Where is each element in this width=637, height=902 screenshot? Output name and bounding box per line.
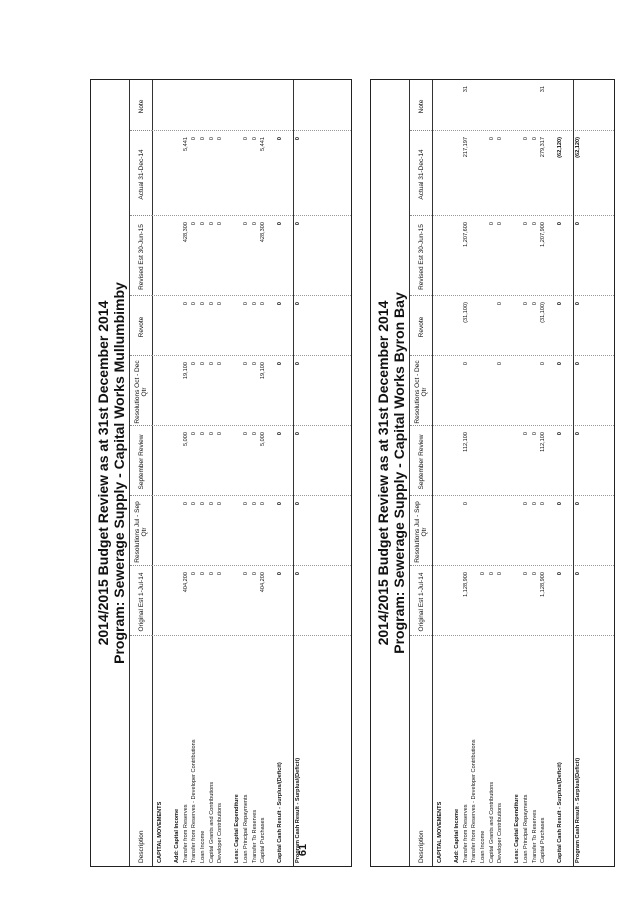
cell-value: (31,100) [462,302,469,323]
cell-value: 0 [217,362,224,366]
cell-value: 1,207,600 [462,222,469,247]
cell-value: 0 [200,502,206,506]
cell-value: 0 [243,222,249,226]
row-divider [573,80,574,866]
cell-value: 0 [294,137,301,141]
cell-value: 0 [191,432,198,436]
cell-value: 0 [497,222,504,226]
row-label: Transfer from Reserves - Developer Contributions [191,739,198,863]
column-header: September Review [130,429,152,496]
table-row [166,80,173,866]
cell-value: 0 [277,222,284,226]
row-label: Less: Capital Expenditure [514,794,521,863]
column-header: Resolutions Jul - Sep Qtr [410,499,432,566]
cell-value: 0 [182,302,189,306]
cell-value: 0 [523,222,529,226]
column-header: Description [137,830,145,863]
table-row [497,80,504,866]
cell-value: (31,100) [540,302,547,323]
cell-value: (62,120) [557,137,564,158]
column-header: Revote [410,299,432,356]
table-row [157,80,164,866]
cell-value: 428,300 [182,222,189,243]
cell-value: 0 [574,502,581,506]
table-row [252,80,259,866]
column-header: Actual 31-Dec-14 [130,134,152,216]
cell-value: 5,000 [182,432,189,446]
cell-value: 0 [208,222,215,226]
column-header: Resolutions Jul - Sep Qtr [130,499,152,566]
cell-value: 0 [497,302,504,306]
row-label: Loan Income [480,830,486,863]
cell-value: 0 [497,137,504,141]
cell-value: 0 [557,302,564,306]
cell-value: 0 [277,362,284,366]
cell-value: 0 [200,362,206,366]
cell-value: 0 [251,502,258,506]
cell-value: 19,100 [182,362,189,380]
cell-value: 0 [260,302,267,306]
row-label: Capital Cash Result - Surplus/(Deficit) [557,762,564,863]
table-row [463,80,470,866]
cell-value: 0 [243,137,249,141]
cell-value: 0 [294,572,301,576]
table-row [437,80,444,866]
row-label: Less: Capital Expenditure [234,794,241,863]
cell-value: 0 [574,432,581,436]
table-row [557,80,564,866]
cell-value: 112,100 [540,432,547,452]
row-label: Capital Purchases [260,817,267,863]
table-row [454,80,461,866]
cell-value: 0 [191,222,198,226]
row-label: Capital Purchases [540,817,547,863]
table-row [269,80,276,866]
cell-value: 0 [523,137,529,141]
row-label: Loan Principal Repayments [523,794,529,863]
row-label: Transfer from Reserves - Developer Contributions [471,739,478,863]
column-header: Revised Est 30-Jun-15 [410,219,432,296]
cell-value: 217,197 [462,137,469,158]
cell-value: 0 [200,222,206,226]
page-number: 61 [297,843,309,857]
cell-value: 0 [557,502,564,506]
row-label: Add: Capital Income [174,808,181,863]
row-label: Program Cash Result - Surplus/(Deficit) [294,757,301,863]
cell-value: 0 [557,222,564,226]
column-header: Note [130,83,152,131]
table-row [200,80,207,866]
table-row [532,80,539,866]
cell-value: 0 [251,302,258,306]
column-header: Revote [130,299,152,356]
program-title: Program: Sewerage Supply - Capital Works Byron Bay [391,292,407,654]
row-label: Capital Cash Result - Surplus/(Deficit) [277,762,284,863]
row-label: Developer Contributions [217,802,224,863]
cell-value: 0 [540,502,547,506]
cell-value: 0 [523,302,529,306]
cell-value: 5,441 [182,137,189,151]
cell-value: 0 [277,502,284,506]
cell-value: 0 [488,222,495,226]
table-title: 2014/2015 Budget Review as at 31st December 2014 [375,300,391,646]
cell-value: (62,120) [574,137,581,158]
column-header: Original Est 1-Jul-14 [410,569,432,636]
cell-value: 0 [208,432,215,436]
table-row [480,80,487,866]
cell-value: 0 [294,432,301,436]
cell-value: 0 [251,572,258,576]
cell-value: 0 [488,137,495,141]
column-header: Original Est 1-Jul-14 [130,569,152,636]
row-label: Transfer from Reserves [182,804,189,863]
table-row [243,80,250,866]
cell-value: 0 [277,302,284,306]
budget-table-byron-bay [370,79,615,867]
budget-table-mullumbimby [90,79,352,867]
cell-value: 0 [243,432,249,436]
cell-value: 1,128,900 [462,572,469,597]
cell-value: 0 [531,222,538,226]
table-row [514,80,521,866]
cell-value: 0 [217,432,224,436]
cell-value: 0 [523,572,529,576]
cell-value: 1,128,900 [540,572,547,597]
cell-value: 0 [182,502,189,506]
cell-value: 0 [531,502,538,506]
column-header-row [129,80,153,866]
cell-value: 0 [574,572,581,576]
row-label: Transfer To Reserves [251,809,258,863]
table-row [260,80,267,866]
cell-value: 0 [574,222,581,226]
cell-value: 0 [497,362,504,366]
row-label: Add: Capital Income [454,808,461,863]
cell-value: 0 [191,362,198,366]
table-row [217,80,224,866]
cell-value: 0 [557,432,564,436]
cell-value: 0 [531,432,538,436]
table-row [295,80,302,866]
cell-value: 404,200 [182,572,189,593]
cell-value: 0 [540,362,547,366]
cell-value: 0 [277,137,284,141]
cell-value: 31 [462,86,469,93]
table-row [174,80,181,866]
cell-value: 0 [260,502,267,506]
cell-value: 0 [217,137,224,141]
cell-value: 0 [462,362,469,366]
cell-value: 0 [217,502,224,506]
column-header: Note [410,83,432,131]
cell-value: 0 [191,137,198,141]
row-label: Loan Principal Repayments [243,794,249,863]
cell-value: 0 [531,137,538,141]
cell-value: 0 [191,502,198,506]
row-label: Capital Grants and Contributions [488,781,495,863]
row-label: Transfer from Reserves [462,804,469,863]
cell-value: 0 [294,362,301,366]
table-row [506,80,513,866]
table-row [549,80,556,866]
table-row [277,80,284,866]
cell-value: 0 [243,572,249,576]
cell-value: 0 [557,362,564,366]
cell-value: 0 [574,362,581,366]
cell-value: 0 [217,572,224,576]
table-row [209,80,216,866]
cell-value: 0 [294,302,301,306]
cell-value: 0 [277,432,284,436]
table-row [234,80,241,866]
cell-value: 0 [497,572,504,576]
column-header-row [409,80,433,866]
cell-value: 0 [251,432,258,436]
cell-value: 0 [277,572,284,576]
cell-value: 0 [294,502,301,506]
table-row [575,80,582,866]
cell-value: 0 [251,362,258,366]
cell-value: 279,317 [540,137,547,158]
cell-value: 0 [208,137,215,141]
cell-value: 0 [488,572,495,576]
cell-value: 0 [480,572,486,576]
column-header: Resolutions Oct - Dec Qtr [130,359,152,426]
column-header: Resolutions Oct - Dec Qtr [410,359,432,426]
cell-value: 0 [531,302,538,306]
row-label: CAPITAL MOVEMENTS [437,801,443,863]
cell-value: 0 [200,137,206,141]
cell-value: 112,100 [462,432,469,452]
cell-value: 0 [200,432,206,436]
cell-value: 0 [294,222,301,226]
cell-value: 404,200 [260,572,267,593]
table-row [226,80,233,866]
column-header: Revised Est 30-Jun-15 [130,219,152,296]
cell-value: 0 [208,502,215,506]
cell-value: 0 [523,432,529,436]
table-title: 2014/2015 Budget Review as at 31st December 2014 [95,300,111,646]
cell-value: 0 [531,572,538,576]
cell-value: 428,300 [260,222,267,243]
row-label: Transfer To Reserves [531,809,538,863]
table-row [489,80,496,866]
cell-value: 0 [191,302,198,306]
row-label: Developer Contributions [497,802,504,863]
cell-value: 0 [208,362,215,366]
cell-value: 0 [574,302,581,306]
cell-value: 0 [217,222,224,226]
row-label: Capital Grants and Contributions [208,781,215,863]
cell-value: 0 [191,572,198,576]
cell-value: 0 [243,302,249,306]
column-header: Actual 31-Dec-14 [410,134,432,216]
cell-value: 0 [208,572,215,576]
table-row [471,80,478,866]
column-header: September Review [410,429,432,496]
cell-value: 0 [243,362,249,366]
table-row [523,80,530,866]
column-header: Description [417,830,425,863]
cell-value: 19,100 [260,362,267,380]
table-row [540,80,547,866]
table-row [183,80,190,866]
cell-value: 5,441 [260,137,267,151]
cell-value: 0 [462,502,469,506]
cell-value: 0 [523,502,529,506]
cell-value: 0 [208,302,215,306]
table-row [446,80,453,866]
row-label: Loan Income [200,830,206,863]
cell-value: 0 [217,302,224,306]
cell-value: 0 [557,572,564,576]
cell-value: 0 [251,137,258,141]
program-title: Program: Sewerage Supply - Capital Works Mullumbimby [111,282,127,664]
cell-value: 0 [200,572,206,576]
cell-value: 0 [243,502,249,506]
table-row [191,80,198,866]
row-label: Program Cash Result - Surplus/(Deficit) [574,757,581,863]
cell-value: 31 [540,86,547,93]
cell-value: 1,207,900 [540,222,547,247]
cell-value: 0 [251,222,258,226]
cell-value: 5,000 [260,432,267,446]
row-label: CAPITAL MOVEMENTS [157,801,163,863]
row-divider [293,80,294,866]
cell-value: 0 [200,302,206,306]
